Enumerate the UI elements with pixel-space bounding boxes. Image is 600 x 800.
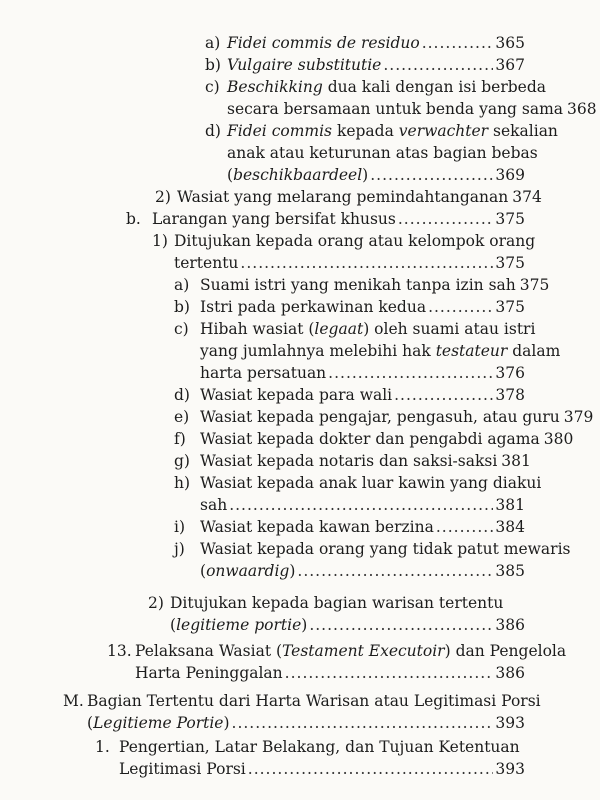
toc-entry-marker: b. <box>126 210 141 228</box>
toc-page-number: 376 <box>495 364 525 382</box>
toc-entry[interactable] <box>174 318 561 384</box>
toc-entry-title: sah <box>200 496 228 514</box>
toc-entry[interactable] <box>155 186 542 208</box>
toc-entry-title: Hibah wasiat (legaat) oleh suami atau istri <box>200 320 536 338</box>
leader-dots <box>398 208 494 230</box>
toc-entry[interactable] <box>174 274 550 296</box>
toc-entry-marker: b) <box>174 298 190 316</box>
toc-page-number: 393 <box>495 714 525 732</box>
toc-page-number: 375 <box>519 276 550 294</box>
leader-dots <box>370 164 493 186</box>
toc-entry-marker: f) <box>174 430 186 448</box>
toc-page-number: 375 <box>495 298 525 316</box>
toc-entry-title: Harta Peninggalan <box>135 664 283 682</box>
toc-entry-title: Ditujukan kepada bagian warisan tertentu <box>170 594 504 612</box>
toc-entry-title: Wasiat kepada anak luar kawin yang diakui <box>200 474 542 492</box>
leader-dots <box>428 296 493 318</box>
toc-entry-marker: a) <box>205 34 221 52</box>
toc-page-number: 369 <box>495 166 525 184</box>
toc-entry[interactable] <box>63 690 541 734</box>
toc-entry-title: Wasiat yang melarang pemindahtanganan <box>177 188 509 206</box>
toc-page-number: 367 <box>495 56 525 74</box>
leader-dots <box>229 494 493 516</box>
leader-dots <box>240 252 493 274</box>
toc-entry[interactable] <box>152 230 536 274</box>
toc-entry-title: (beschikbaardeel) <box>227 166 369 184</box>
toc-entry-title: (Legitieme Portie) <box>87 714 230 732</box>
toc-entry-marker: M. <box>63 692 84 710</box>
leader-dots <box>383 54 493 76</box>
leader-dots <box>232 712 494 734</box>
toc-page-number: 380 <box>543 430 574 448</box>
toc-entry[interactable] <box>148 592 525 636</box>
toc-page-number: 365 <box>495 34 525 52</box>
toc-entry-marker: a) <box>174 276 190 294</box>
toc-entry-title: (onwaardig) <box>200 562 296 580</box>
toc-page-number: 379 <box>563 408 594 426</box>
toc-page-number: 386 <box>495 664 525 682</box>
toc-entry[interactable] <box>174 428 574 450</box>
toc-entry-title: anak atau keturunan atas bagian bebas <box>227 144 538 162</box>
toc-entry-title: harta persatuan <box>200 364 327 382</box>
toc-entry-marker: g) <box>174 452 190 470</box>
toc-page-number: 381 <box>495 496 525 514</box>
toc-entry-marker: 1. <box>95 738 110 756</box>
toc-entry-marker: d) <box>205 122 221 140</box>
toc-entry-title: Wasiat kepada dokter dan pengabdi agama <box>200 430 540 448</box>
toc-entry-marker: b) <box>205 56 221 74</box>
toc-page-number: 375 <box>495 210 525 228</box>
leader-dots <box>436 516 494 538</box>
toc-entry-marker: 13. <box>107 642 132 660</box>
toc-entry-title: Istri pada perkawinan kedua <box>200 298 427 316</box>
toc-entry-marker: 2) <box>155 188 171 206</box>
toc-page-number: 393 <box>495 760 525 778</box>
toc-page-number: 386 <box>495 616 525 634</box>
leader-dots <box>328 362 493 384</box>
toc-entry[interactable] <box>174 538 571 582</box>
toc-entry-marker: i) <box>174 518 186 536</box>
toc-entry-title: Fidei commis de residuo <box>227 34 420 52</box>
toc-entry[interactable] <box>126 208 525 230</box>
toc-entry-title: Wasiat kepada pengajar, pengasuh, atau guru <box>200 408 560 426</box>
toc-entry-title: secara bersamaan untuk benda yang sama <box>227 100 564 118</box>
toc-entry[interactable] <box>205 76 597 120</box>
toc-entry-title: Pelaksana Wasiat (Testament Executoir) dan Pengelola <box>135 642 567 660</box>
toc-entry-marker: e) <box>174 408 190 426</box>
leader-dots <box>394 384 493 406</box>
toc-entry-title: Wasiat kepada orang yang tidak patut mewaris <box>200 540 571 558</box>
toc-entry-title: Wasiat kepada para wali <box>200 386 393 404</box>
toc-entry-title: (legitieme portie) <box>170 616 308 634</box>
toc-entry[interactable] <box>205 120 558 186</box>
leader-dots <box>309 614 493 636</box>
toc-entry-marker: h) <box>174 474 191 492</box>
toc-entry-title: Bagian Tertentu dari Harta Warisan atau Legitimasi Porsi <box>87 692 541 710</box>
toc-entry-title: Larangan yang bersifat khusus <box>152 210 396 228</box>
toc-entry-marker: c) <box>205 78 220 96</box>
toc-entry[interactable] <box>174 296 525 318</box>
toc-entry[interactable] <box>205 54 525 76</box>
toc-entry-marker: 1) <box>152 232 168 250</box>
toc-entry-title: Legitimasi Porsi <box>119 760 246 778</box>
leader-dots <box>422 32 494 54</box>
toc-entry-marker: j) <box>174 540 185 558</box>
toc-entry-marker: d) <box>174 386 190 404</box>
toc-entry-title: Wasiat kepada notaris dan saksi-saksi <box>200 452 498 470</box>
toc-entry[interactable] <box>174 450 531 472</box>
toc-entry-title: yang jumlahnya melebihi hak testateur dalam <box>200 342 561 360</box>
toc-entry-title: Ditujukan kepada orang atau kelompok orang <box>174 232 536 250</box>
toc-page-number: 384 <box>495 518 525 536</box>
toc-page-number: 381 <box>501 452 531 470</box>
leader-dots <box>285 662 494 684</box>
toc-entry[interactable] <box>95 736 525 780</box>
toc-entry[interactable] <box>174 384 525 406</box>
toc-page-number: 375 <box>495 254 525 272</box>
toc-page-number: 368 <box>567 100 597 118</box>
toc-entry-title: Wasiat kepada kawan berzina <box>200 518 434 536</box>
toc-entry-marker: 2) <box>148 594 164 612</box>
toc-page-number: 374 <box>512 188 542 206</box>
toc-entry-marker: c) <box>174 320 189 338</box>
toc-page-number: 385 <box>495 562 525 580</box>
toc-entry-title: Pengertian, Latar Belakang, dan Tujuan Ketentuan <box>119 738 520 756</box>
toc-entry-title: tertentu <box>174 254 239 272</box>
toc-entry[interactable] <box>107 640 567 684</box>
toc-entry[interactable] <box>174 406 594 428</box>
toc-entry[interactable] <box>205 32 525 54</box>
toc-page-number: 378 <box>495 386 525 404</box>
toc-entry-title: Suami istri yang menikah tanpa izin sah <box>200 276 516 294</box>
leader-dots <box>297 560 493 582</box>
toc-entry[interactable] <box>174 472 542 516</box>
toc-entry-title: Beschikking dua kali dengan isi berbeda <box>227 78 546 96</box>
leader-dots <box>248 758 494 780</box>
toc-entry[interactable] <box>174 516 525 538</box>
toc-entry-title: Vulgaire substitutie <box>227 56 382 74</box>
toc-entry-title: Fidei commis kepada verwachter sekalian <box>227 122 558 140</box>
